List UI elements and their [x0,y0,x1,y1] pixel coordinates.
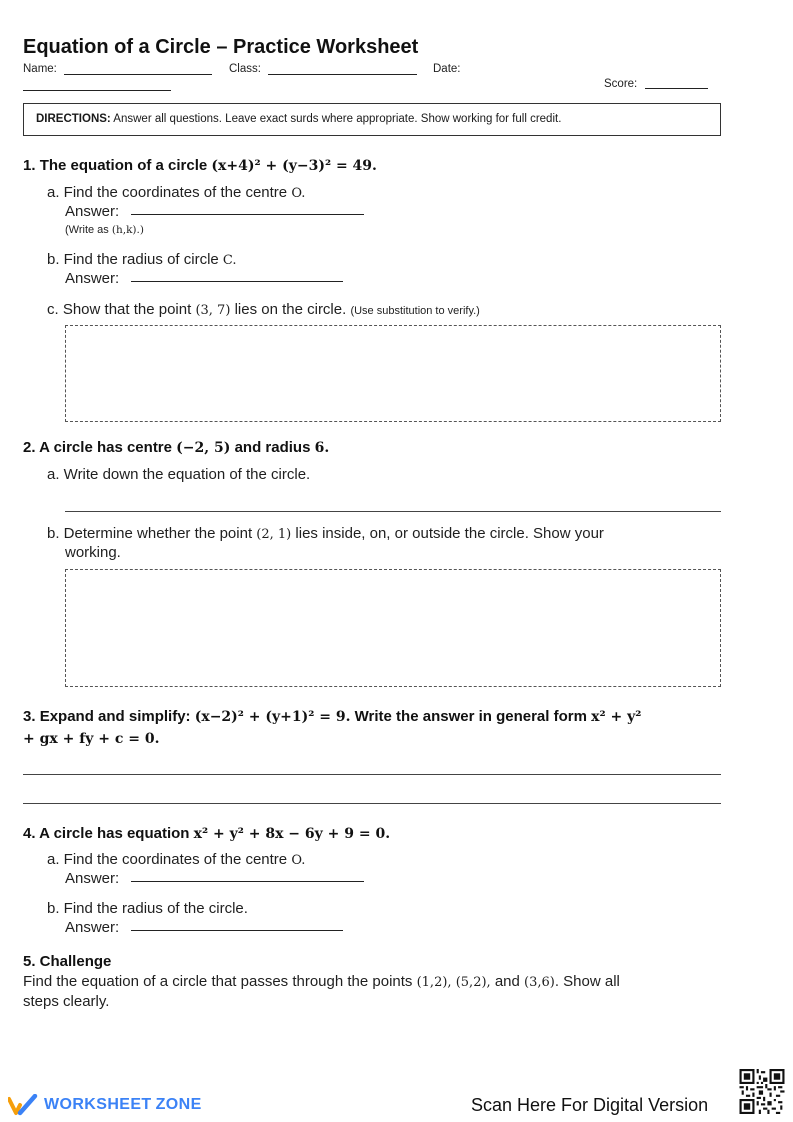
q1a-hint-math: (h,k).) [111,224,144,236]
q1-number: 1. [23,157,36,174]
q2-and: and radius [234,439,311,456]
q1a-prompt [47,184,305,201]
q1a-answer-label: Answer: [65,203,120,220]
q1c-hint: (Use substitution to verify.) [350,305,480,317]
q5-prompt-line2: steps clearly. [23,993,110,1010]
q3-answer-line-2[interactable] [23,803,721,804]
q4a-answer-line[interactable] [131,881,364,882]
q2b-prompt-line2: working. [65,544,121,561]
question-3-heading [23,708,641,725]
q5-point-2: (5,2), [455,975,491,990]
question-2-heading [23,439,329,456]
q4b-answer-line[interactable] [131,930,343,931]
date-field[interactable] [23,90,171,91]
logo-text-zone: ZONE [155,1096,202,1113]
question-3-heading-line2 [23,730,159,747]
q1b-text: b. Find the radius of circle [47,251,219,268]
q1b-var: C. [222,253,237,268]
q1-text: The equation of a circle [39,157,208,174]
q4b-answer-label: Answer: [65,919,120,936]
q4-equation: x² + y² + 8x − 6y + 9 = 0. [193,826,391,842]
q4a-text: a. Find the coordinates of the centre [47,851,288,868]
q1a-var: O. [291,186,306,201]
scan-text: Scan Here For Digital Version [471,1095,709,1115]
q1c-point: (3, 7) [195,303,231,318]
q3-form2: + gx + fy + c = 0. [23,731,160,747]
question-5-heading: 5. Challenge [23,953,112,970]
question-1-heading [23,157,377,174]
q1c-prompt [47,301,480,318]
page-title: Equation of a Circle – Practice Worksheet [23,36,419,58]
q1c-suffix: lies on the circle. [234,301,347,318]
class-field[interactable] [268,74,417,75]
q3-form1: x² + y² [591,709,642,725]
q3-equation: (x−2)² + (y+1)² = 9. [194,709,351,725]
question-4-heading [23,825,390,842]
qr-code-icon[interactable] [738,1069,786,1114]
score-field[interactable] [645,88,708,89]
q4a-var: O. [291,853,306,868]
date-label: Date: [433,63,461,75]
q1b-answer-label: Answer: [65,270,120,287]
q3-text: Expand and simplify: [39,708,191,725]
q4-text: A circle has equation [39,825,190,842]
q1-equation: (x+4)² + (y−3)² = 49. [211,158,377,174]
q4-number: 4. [23,825,36,842]
q1a-text: a. Find the coordinates of the centre [47,184,288,201]
q5-text-post: Show all [563,973,620,990]
q2a-prompt: a. Write down the equation of the circle. [47,466,311,483]
logo-text-worksheet: WORKSHEET [44,1096,152,1113]
q2b-working-box[interactable] [65,569,721,687]
q2b-prompt [47,525,604,542]
q3-answer-line-1[interactable] [23,774,721,775]
q1c-text: c. Show that the point [47,301,192,318]
q2a-answer-line[interactable] [65,511,721,512]
q2-number: 2. [23,439,36,456]
q1b-prompt [47,251,237,268]
q1a-answer-line[interactable] [131,214,364,215]
q1c-working-box[interactable] [65,325,721,422]
q2-text: A circle has centre [39,439,172,456]
worksheet-zone-logo[interactable] [8,1093,202,1117]
q3-text2: Write the answer in general form [354,708,587,725]
q5-point-3: (3,6). [524,975,559,990]
directions-label: DIRECTIONS: [36,113,111,125]
q1a-hint-text: (Write as [65,224,109,236]
q4b-prompt: b. Find the radius of the circle. [47,900,248,917]
q5-point-1: (1,2), [416,975,452,990]
logo-check-icon [8,1094,38,1116]
directions-box [23,103,721,136]
q5-and: and [494,973,520,990]
q2b-point: (2, 1) [256,527,292,542]
q2b-suffix: lies inside, on, or outside the circle. Show your [295,525,604,542]
name-field[interactable] [64,74,212,75]
q5-text: Find the equation of a circle that passes through the points [23,973,413,990]
directions-text: Answer all questions. Leave exact surds where appropriate. Show working for full credit. [110,113,562,125]
class-label: Class: [229,63,261,75]
q2-radius: 6. [314,440,330,456]
q5-prompt [23,973,620,990]
q2-centre: (−2, 5) [176,440,231,456]
q1b-answer-line[interactable] [131,281,343,282]
score-label: Score: [604,78,638,90]
q3-number: 3. [23,708,36,725]
q2b-text: b. Determine whether the point [47,525,253,542]
name-label: Name: [23,63,57,75]
q4a-prompt [47,851,305,868]
q4a-answer-label: Answer: [65,870,120,887]
q1a-hint [65,224,144,236]
